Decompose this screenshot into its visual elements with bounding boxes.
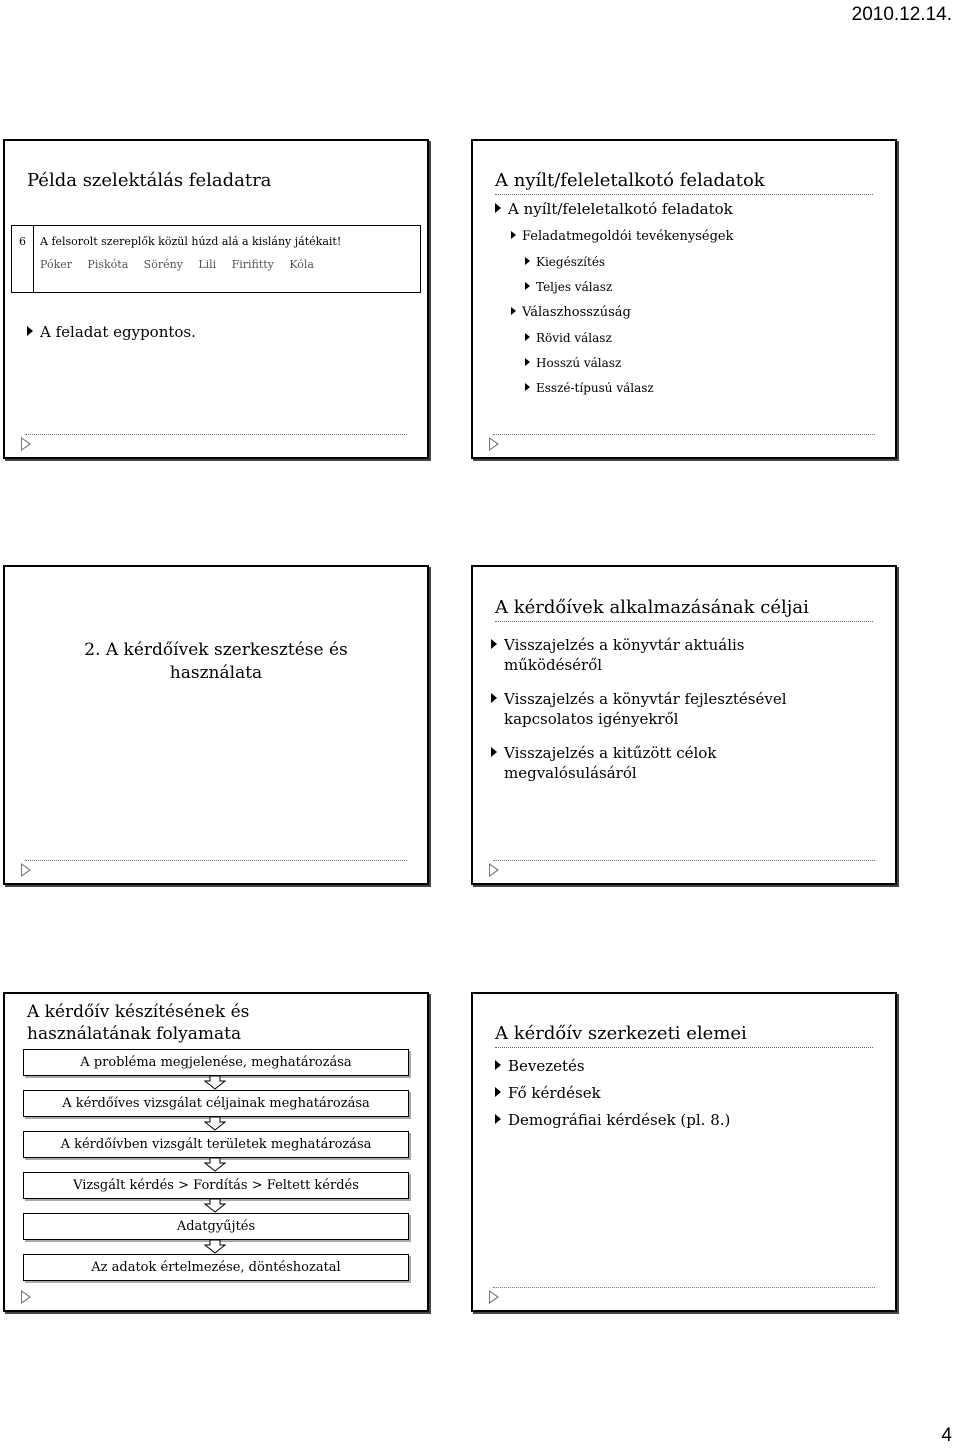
slide-title: A nyílt/feleletalkotó feladatok — [495, 170, 765, 191]
slide-6 — [471, 992, 897, 1312]
bullet-arrow-icon — [525, 333, 530, 341]
bullet-item: Visszajelzés a kitűzött célok megvalósulásáról — [491, 743, 716, 783]
down-arrow-icon — [204, 1199, 226, 1213]
down-arrow-icon — [204, 1076, 226, 1090]
bullet-arrow-icon — [495, 1087, 501, 1097]
bullet-item: Bevezetés — [495, 1057, 585, 1075]
slide-1 — [3, 139, 429, 459]
process-step: A probléma megjelenése, meghatározása — [23, 1049, 409, 1076]
play-icon — [21, 437, 31, 451]
footer-rule — [25, 860, 407, 861]
process-step: A kérdőíves vizsgálat céljainak meghatározása — [23, 1090, 409, 1117]
slide-title: A kérdőív szerkezeti elemei — [495, 1023, 747, 1044]
bullet-item: Teljes válasz — [525, 280, 612, 294]
answer-options — [40, 258, 314, 271]
bullet-item: Hosszú válasz — [525, 356, 621, 370]
footer-rule — [493, 1287, 875, 1288]
slide-title: A kérdőív készítésének és használatának folyamata — [27, 1002, 250, 1044]
bullet-arrow-icon — [495, 203, 501, 213]
play-icon — [489, 1290, 499, 1304]
bullet-arrow-icon — [491, 693, 497, 703]
question-number: 6 — [12, 226, 34, 292]
play-icon — [21, 1290, 31, 1304]
footer-rule — [493, 434, 875, 435]
slide-2 — [471, 139, 897, 459]
title-rule — [495, 194, 873, 195]
page-number: 4 — [941, 1425, 952, 1446]
answer-option: Lili — [198, 258, 217, 271]
question-table — [11, 225, 421, 293]
bullet-item: Válaszhosszúság — [511, 305, 631, 320]
bullet-item: Visszajelzés a könyvtár aktuális működéséről — [491, 635, 744, 675]
slide-title: Példa szelektálás feladatra — [27, 170, 272, 191]
down-arrow-icon — [204, 1158, 226, 1172]
bullet-arrow-icon — [525, 358, 530, 366]
answer-option: Sörény — [143, 258, 183, 271]
question-text: A felsorolt szereplők közül húzd alá a kislány játékait! — [40, 235, 342, 248]
bullet-item: Fő kérdések — [495, 1084, 601, 1102]
slide-3 — [3, 565, 429, 885]
answer-option: Firifitty — [231, 258, 274, 271]
process-step: Adatgyűjtés — [23, 1213, 409, 1240]
bullet-arrow-icon — [511, 231, 516, 239]
bullet-item: Visszajelzés a könyvtár fejlesztésével kapcsolatos igényekről — [491, 689, 787, 729]
section-title: 2. A kérdőívek szerkesztése és használata — [84, 640, 348, 683]
bullet-item: Demográfiai kérdések (pl. 8.) — [495, 1111, 730, 1129]
slide-5 — [3, 992, 429, 1312]
answer-option: Piskóta — [87, 258, 129, 271]
bullet-item: Rövid válasz — [525, 331, 612, 345]
process-step: A kérdőívben vizsgált területek meghatározása — [23, 1131, 409, 1158]
answer-option: Póker — [40, 258, 73, 271]
slide-title: A kérdőívek alkalmazásának céljai — [495, 597, 809, 618]
bullet-arrow-icon — [491, 747, 497, 757]
bullet-arrow-icon — [495, 1114, 501, 1124]
title-rule — [495, 1047, 873, 1048]
process-step: Vizsgált kérdés > Fordítás > Feltett kérdés — [23, 1172, 409, 1199]
title-rule — [495, 621, 873, 622]
bullet-arrow-icon — [525, 383, 530, 391]
slide-4 — [471, 565, 897, 885]
bullet-item: Esszé-típusú válasz — [525, 381, 654, 395]
bullet-arrow-icon — [27, 326, 33, 336]
bullet-item: Feladatmegoldói tevékenységek — [511, 229, 733, 244]
play-icon — [489, 863, 499, 877]
bullet-arrow-icon — [525, 282, 530, 290]
bullet-arrow-icon — [525, 257, 530, 265]
bullet-arrow-icon — [495, 1060, 501, 1070]
answer-option: Kóla — [289, 258, 314, 271]
process-step: Az adatok értelmezése, döntéshozatal — [23, 1254, 409, 1281]
play-icon — [489, 437, 499, 451]
bullet-item: A feladat egypontos. — [27, 323, 196, 341]
bullet-item: Kiegészítés — [525, 255, 605, 269]
footer-rule — [25, 434, 407, 435]
bullet-arrow-icon — [511, 307, 516, 315]
bullet-arrow-icon — [491, 639, 497, 649]
date-header: 2010.12.14. — [851, 4, 952, 25]
down-arrow-icon — [204, 1240, 226, 1254]
bullet-item: A nyílt/feleletalkotó feladatok — [495, 200, 733, 218]
play-icon — [21, 863, 31, 877]
footer-rule — [493, 860, 875, 861]
down-arrow-icon — [204, 1117, 226, 1131]
